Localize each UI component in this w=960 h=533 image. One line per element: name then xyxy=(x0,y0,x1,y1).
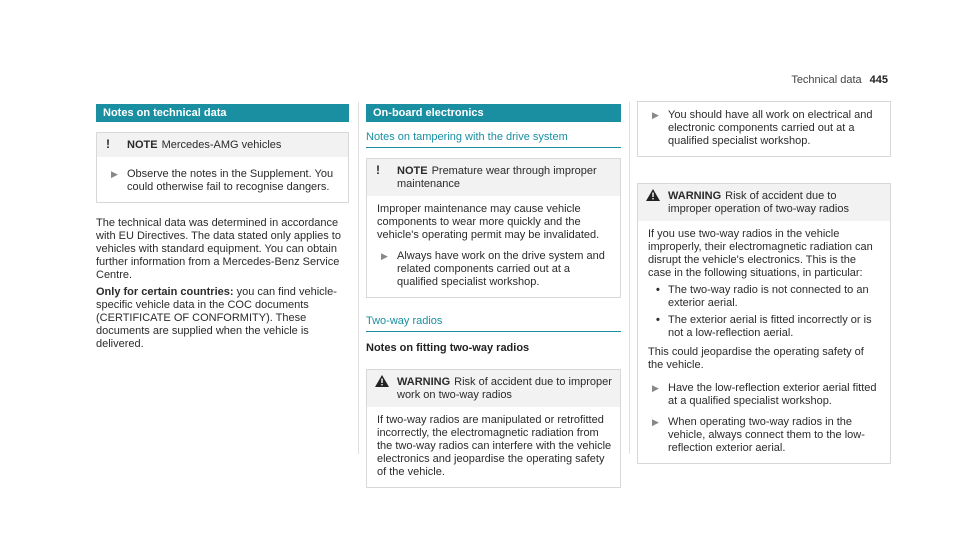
subtitle-two-way-radios: Two-way radios xyxy=(366,315,621,332)
instruction-step xyxy=(648,109,882,148)
note-label: NOTE xyxy=(127,139,158,151)
heading-fitting-radios: Notes on fitting two-way radios xyxy=(366,342,530,354)
note-box xyxy=(96,132,349,203)
column-2 xyxy=(366,104,621,488)
note-body-text: Improper maintenance may cause vehicle components to wear more quickly and the vehicle's operating permit may be invalidated. xyxy=(377,203,600,241)
warning-header xyxy=(367,370,620,407)
step-text: Have the low-reflection exterior aerial fitted at a qualified specialist workshop. xyxy=(668,382,877,407)
subtitle-tampering: Notes on tampering with the drive system xyxy=(366,131,621,148)
column-3 xyxy=(637,101,891,464)
bullet-dot-icon: • xyxy=(656,314,660,326)
bullet-dot-icon: • xyxy=(656,284,660,296)
note-header xyxy=(97,133,348,157)
bold-lead: Only for certain countries: xyxy=(96,286,234,298)
paragraph: The technical data was determined in accordance with EU Directives. The data stated only applies to vehicles with standard equipment. You can obtain further information from a Mercedes-Benz Service Centre. xyxy=(96,217,341,281)
arrow-right-icon: ▶ xyxy=(111,169,118,179)
warning-triangle-icon xyxy=(375,375,389,387)
step-text: Observe the notes in the Supplement. You could otherwise fail to recognise dangers. xyxy=(127,168,334,193)
step-text: You should have all work on electrical and electronic components carried out at a qualified specialist workshop. xyxy=(668,109,873,147)
warning-box xyxy=(637,183,891,464)
instruction-box xyxy=(637,101,891,157)
warning-body xyxy=(638,221,890,463)
arrow-right-icon: ▶ xyxy=(381,251,388,261)
note-header xyxy=(367,159,620,196)
warning-intro: If you use two-way radios in the vehicle improperly, their electromagnetic radiation can disrupt the vehicle's electronics. This is the case in the following situations, in particular: xyxy=(648,228,873,279)
arrow-right-icon: ▶ xyxy=(652,417,659,427)
page-number: 445 xyxy=(869,74,888,86)
step-text: When operating two-way radios in the vehicle, always connect them to the low-reflection exterior aerial. xyxy=(668,416,865,454)
warning-outro: This could jeopardise the operating safety of the vehicle. xyxy=(648,346,864,371)
paragraph-text: you can find vehicle-specific vehicle data in the COC documents (CERTIFICATE OF CONFORMITY). These documents are supplied when the vehicle is delivered. xyxy=(96,286,337,350)
arrow-right-icon: ▶ xyxy=(652,110,659,120)
note-body xyxy=(97,157,348,202)
instruction-step xyxy=(648,382,882,408)
exclamation-icon: ! xyxy=(376,163,380,177)
paragraph xyxy=(96,286,349,351)
bullet-item xyxy=(648,314,882,340)
warning-text: Risk of accident due to improper operation of two-way radios xyxy=(668,190,849,215)
section-title-onboard-electronics: On-board electronics xyxy=(366,104,621,122)
page-header xyxy=(791,74,888,87)
arrow-right-icon: ▶ xyxy=(652,383,659,393)
warning-header xyxy=(638,184,890,221)
warning-label: WARNING xyxy=(668,190,722,202)
step-text: Always have work on the drive system and related components carried out at a qualified specialist workshop. xyxy=(397,250,605,288)
column-1 xyxy=(96,104,349,351)
instruction-step xyxy=(107,168,340,194)
note-box xyxy=(366,158,621,298)
section-title-technical-data: Notes on technical data xyxy=(96,104,349,122)
warning-triangle-icon xyxy=(646,189,660,201)
warning-box xyxy=(366,369,621,488)
instruction-step xyxy=(377,250,612,289)
note-text: Premature wear through improper maintenance xyxy=(397,165,597,190)
exclamation-icon: ! xyxy=(106,137,110,151)
warning-body: If two-way radios are manipulated or retrofitted incorrectly, the electromagnetic radiation from the two-way radios can interfere with the vehicle electronics and jeopardise the operating safety of the vehicle. xyxy=(377,414,612,478)
bullet-item xyxy=(648,284,882,310)
note-label: NOTE xyxy=(397,165,428,177)
instruction-body xyxy=(638,102,890,156)
bullet-text: The exterior aerial is fitted incorrectly or is not a low-reflection aerial. xyxy=(668,314,872,339)
warning-label: WARNING xyxy=(397,376,451,388)
bullet-text: The two-way radio is not connected to an exterior aerial. xyxy=(668,284,869,309)
column-divider xyxy=(629,102,630,454)
note-text: Mercedes-AMG vehicles xyxy=(161,139,282,151)
column-divider xyxy=(358,102,359,454)
instruction-step xyxy=(648,416,882,455)
running-head: Technical data xyxy=(791,74,862,86)
warning-text: Risk of accident due to improper work on two-way radios xyxy=(397,376,612,401)
note-body xyxy=(367,196,620,297)
